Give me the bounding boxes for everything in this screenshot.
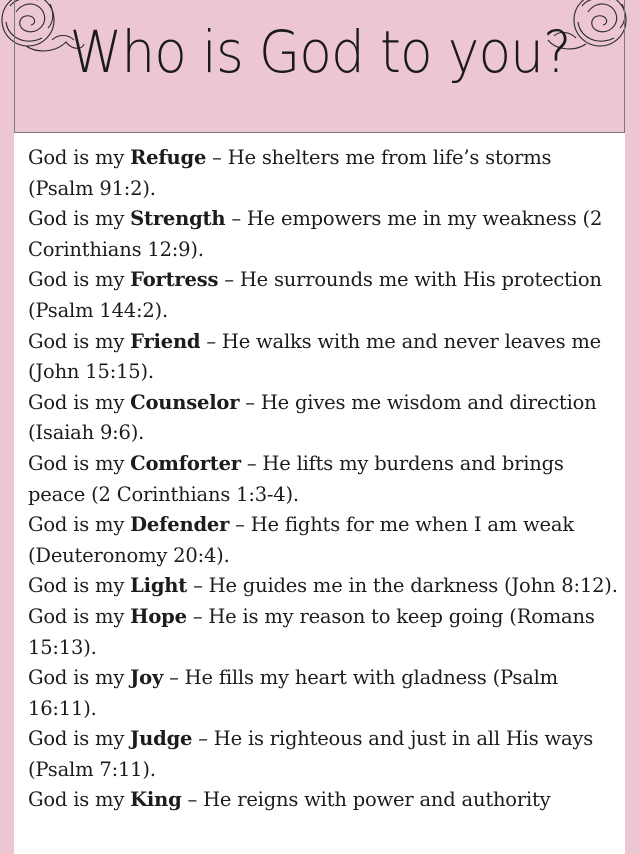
frame-right-line [624,0,625,133]
item-prefix: God is my [28,390,131,414]
item-prefix: God is my [28,451,131,475]
item-name: Refuge [130,146,207,169]
item-name: Friend [130,329,201,353]
frame-left-line [14,0,15,133]
item-name: Counselor [130,390,240,414]
item-prefix: God is my [28,329,131,353]
list-item [28,449,618,510]
page-title: Who is God to you? [69,18,571,86]
list-item [28,510,618,571]
list-item [28,204,618,265]
item-name: Hope [130,604,187,628]
item-description: – He reigns with power and authority [181,788,551,812]
item-description: – He fights for me when I am weak (Deuteronomy 20:4). [28,513,574,567]
item-name: Comforter [130,451,241,475]
item-prefix: God is my [28,727,131,751]
item-name: Defender [130,513,230,537]
item-name: Judge [130,727,193,751]
item-description: – He fills my heart with gladness (Psalm 16:11). [28,666,558,720]
item-prefix: God is my [28,268,131,292]
item-prefix: God is my [28,788,131,812]
list-item [28,602,618,663]
item-name: Joy [130,666,164,690]
list-item [28,265,618,326]
item-name: King [130,788,182,812]
item-description: – He is my reason to keep going (Romans 15:13). [28,604,595,659]
item-description: – He is righteous and just in all His ways (Psalm 7:11). [28,727,594,781]
item-name: Light [130,574,188,598]
list [14,133,618,816]
header [0,0,640,133]
item-description: – He surrounds me with His protection (Psalm 144:2). [28,268,602,322]
item-description: – He gives me wisdom and direction (Isaiah 9:6). [28,390,597,445]
list-item [28,388,618,449]
item-description: – He shelters me from life’s storms (Psalm 91:2). [28,146,552,200]
item-name: Strength [130,207,226,231]
item-description: – He empowers me in my weakness (2 Corinthians 12:9). [28,207,603,261]
item-description: – He guides me in the darkness (John 8:12). [187,574,618,598]
list-item [28,724,618,785]
item-name: Fortress [130,268,219,292]
list-item [28,327,618,388]
item-prefix: God is my [28,574,131,598]
item-prefix: God is my [28,146,131,169]
content-panel [14,133,625,854]
item-prefix: God is my [28,666,131,690]
item-prefix: God is my [28,513,131,537]
item-prefix: God is my [28,604,131,628]
list-item [28,143,618,204]
item-prefix: God is my [28,207,131,231]
item-description: – He lifts my burdens and brings peace (2 Corinthians 1:3-4). [28,451,564,506]
list-item [28,663,618,724]
list-item [28,571,618,602]
item-description: – He walks with me and never leaves me (John 15:15). [28,329,602,384]
list-item [28,785,618,816]
